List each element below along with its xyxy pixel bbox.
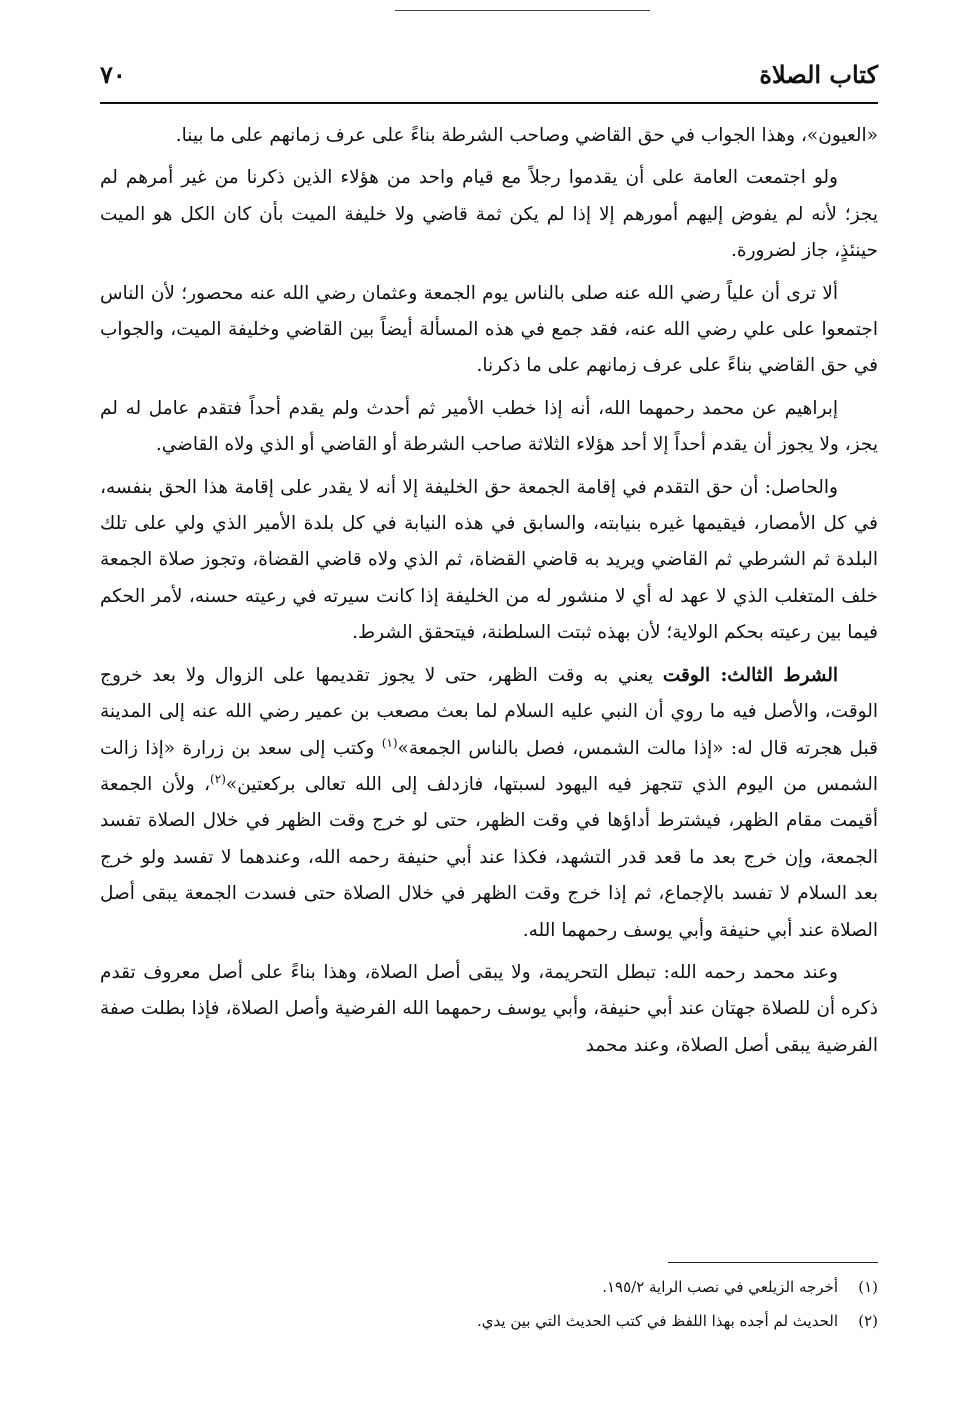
footnote-marker: (٢) — [210, 771, 226, 786]
footnote-number: (١) — [858, 1278, 878, 1296]
footnote — [100, 1304, 878, 1338]
section-lead: الشرط الثالث: الوقت — [662, 664, 838, 686]
paragraph: والحاصل: أن حق التقدم في إقامة الجمعة حق الخليفة إلا أنه لا يقدر على إقامة هذا الحق بنفسه، في كل الأمصار، فيقيمها غيره بنيابته، والسابق في هذه النيابة في كل بلدة الأمير الذي ولي على تلك البلدة ثم الشرطي ثم القاضي ويريد به قاضي القضاة، ثم الذي ولاه قاضي القضاة، وتجوز صلاة الجمعة خلف المتغلب الذي لا عهد له أي لا منشور له من الخليفة إذا كانت سيرته في رعيته حسنه، لأمر الحكم فيما بين رعيته بحكم الولاية؛ لأن بهذه ثبتت السلطنة، فيتحقق الشرط. — [100, 476, 878, 644]
paragraph-text: ، ولأن الجمعة أقيمت مقام الظهر، فيشترط أداؤها في وقت الظهر، حتى لو خرج وقت الظهر في خلال الصلاة تفسد الجمعة، وإن خرج بعد ما قعد قدر التشهد، فكذا عند أبي حنيفة رحمه الله، وعندهما لا تفسد ولو خرج بعد السلام لا تفسد بالإجماع، ثم إذا خرج وقت الظهر في خلال الصلاة حتى فسدت الجمعة يبقى أصل الصلاة عند أبي حنيفة وأبي يوسف رحمهما الله. — [100, 773, 878, 941]
paragraph: ولو اجتمعت العامة على أن يقدموا رجلاً مع قيام واحد من هؤلاء الذين ذكرنا من غير أمرهم لم يجز؛ لأنه لم يفوض إليهم أمورهم إلا إذا لم يكن ثمة قاضي ولا خليفة الميت بأن كان الكل هو الميت حينئذٍ، جاز لضرورة. — [100, 167, 878, 262]
page-number: ٧٠ — [100, 60, 126, 89]
paragraph: ألا ترى أن علياً رضي الله عنه صلى بالناس يوم الجمعة وعثمان رضي الله عنه محصور؛ لأن الناس اجتمعوا على علي رضي الله عنه، فقد جمع في هذه المسألة أيضاً بين القاضي وخليفة الميت، والجواب في حق القاضي بناءً على عرف زمانهم على ما ذكرنا. — [100, 282, 878, 377]
paragraph-third-condition — [100, 658, 878, 949]
footnotes — [100, 1270, 878, 1338]
footnote — [100, 1270, 878, 1304]
paragraph: وعند محمد رحمه الله: تبطل التحريمة، ولا يبقى أصل الصلاة، وهذا بناءً على أصل معروف تقدم ذكره أن للصلاة جهتان عند أبي حنيفة، وأبي يوسف رحمهما الله الفرضية وأصل الصلاة، فإذا بطلت صفة الفرضية يبقى أصل الصلاة، وعند محمد — [100, 961, 878, 1056]
page-header — [100, 58, 878, 100]
body-text — [100, 118, 878, 1070]
paragraph-text: وكتب إلى سعد بن زرارة «إذا زالت الشمس من اليوم الذي تتجهز فيه اليهود لسبتها، فازدلف إلى الله تعالى بركعتين» — [100, 737, 878, 795]
paragraph: إبراهيم عن محمد رحمهما الله، أنه إذا خطب الأمير ثم أحدث ولم يقدم أحداً فتقدم عامل له لم يجز، ولا يجوز أن يقدم أحداً إلا أحد هؤلاء الثلاثة صاحب الشرطة أو القاضي أو الذي ولاه القاضي. — [100, 397, 878, 456]
paragraph-text: يعني به وقت الظهر، حتى لا يجوز تقديمها على الزوال ولا بعد خروج الوقت، والأصل فيه ما روي أن النبي عليه السلام لما بعث مصعب بن عمير رضي الله عنه إلى المدينة قبل هجرته قال له: «إذا مالت الشمس، فصل بالناس الجمعة» — [100, 664, 878, 759]
header-rule — [100, 102, 878, 104]
footnote-marker: (١) — [381, 735, 398, 750]
paragraph: «العيون»، وهذا الجواب في حق القاضي وصاحب الشرطة بناءً على عرف زمانهم على ما بينا. — [175, 125, 878, 146]
running-title: كتاب الصلاة — [759, 60, 878, 89]
footnote-text: أخرجه الزيلعي في نصب الراية ١٩٥/٢. — [602, 1278, 838, 1296]
footnote-number: (٢) — [858, 1312, 878, 1330]
footnote-rule — [668, 1262, 878, 1263]
top-decorative-rule — [395, 10, 650, 11]
footnote-text: الحديث لم أجده بهذا اللفظ في كتب الحديث التي بين يدي. — [477, 1312, 838, 1330]
